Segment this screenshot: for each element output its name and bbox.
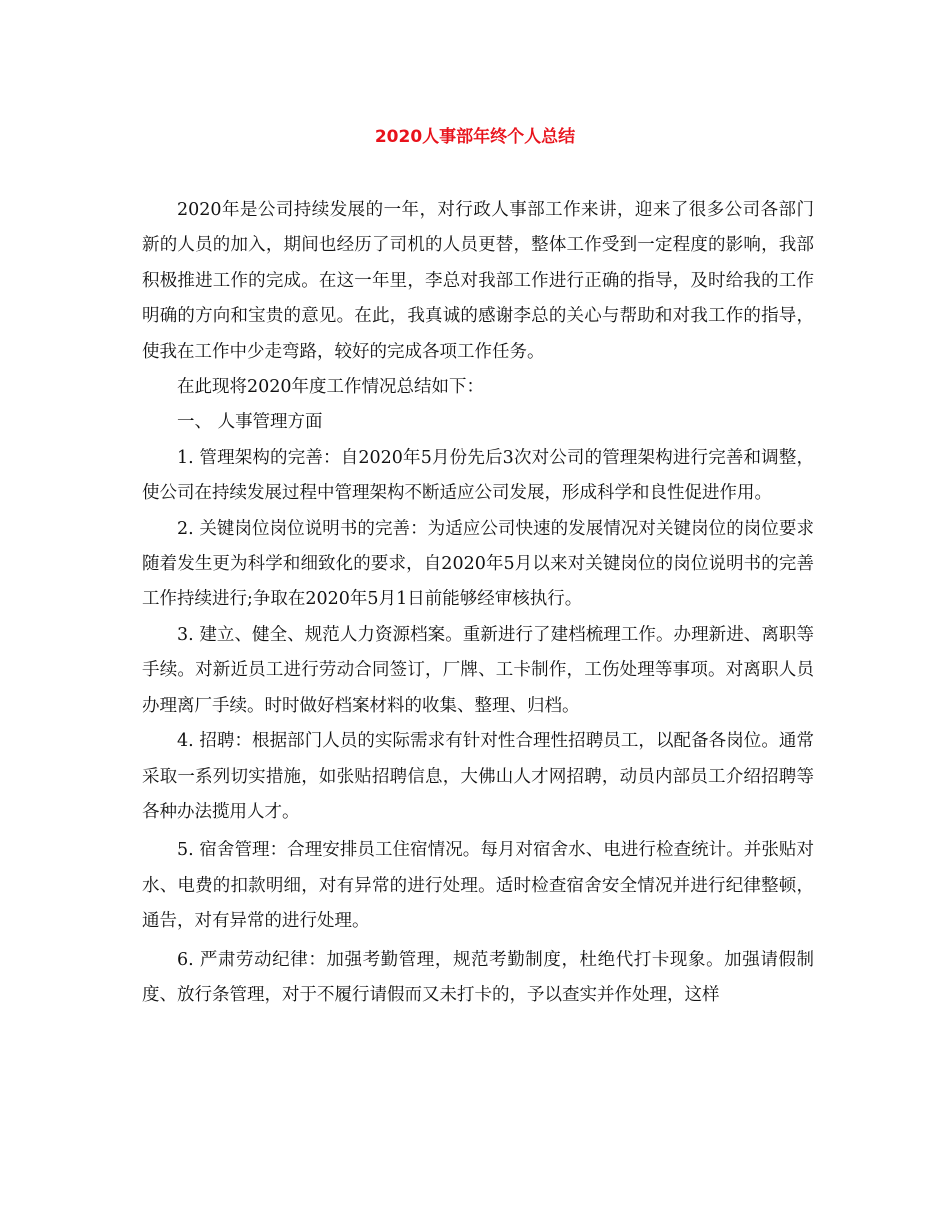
document-title: 2020人事部年终个人总结 bbox=[374, 127, 576, 147]
intro-paragraph: 2020年是公司持续发展的一年，对行政人事部工作来讲，迎来了很多公司各部门新的人员的加入，期间也经历了司机的人员更替，整体工作受到一定程度的影响，我部积极推进工作的完成。在这一年里，李总对我部工作进行正确的指导，及时给我的工作明确的方向和宝贵的意见。在此，我真诚的感谢李总的关心与帮助和对我工作的指导，使我在工作中少走弯路，较好的完成各项工作任务。 bbox=[142, 200, 814, 362]
item-paragraph: 2. 关键岗位岗位说明书的完善：为适应公司快速的发展情况对关键岗位的岗位要求随着发生更为科学和细致化的要求，自2020年5月以来对关键岗位的岗位说明书的完善工作持续进行;争取在2020年5月1日前能够经审核执行。 bbox=[142, 518, 814, 610]
item-paragraph: 6. 严肃劳动纪律：加强考勤管理，规范考勤制度，杜绝代打卡现象。加强请假制度、放行条管理，对于不履行请假而又未打卡的，予以查实并作处理，这样 bbox=[142, 949, 814, 1005]
item-paragraph: 3. 建立、健全、规范人力资源档案。重新进行了建档梳理工作。办理新进、离职等手续。对新近员工进行劳动合同签订，厂牌、工卡制作，工伤处理等事项。对离职人员办理离厂手续。时时做好档案材料的收集、整理、归档。 bbox=[142, 624, 814, 716]
item-paragraph: 5. 宿舍管理：合理安排员工住宿情况。每月对宿舍水、电进行检查统计。并张贴对水、电费的扣款明细，对有异常的进行处理。适时检查宿舍安全情况并进行纪律整顿，通告，对有异常的进行处理。 bbox=[142, 840, 814, 932]
item-paragraph: 1. 管理架构的完善：自2020年5月份先后3次对公司的管理架构进行完善和调整，使公司在持续发展过程中管理架构不断适应公司发展，形成科学和良性促进作用。 bbox=[142, 447, 814, 504]
summary-lead-paragraph: 在此现将2020年度工作情况总结如下： bbox=[177, 377, 485, 398]
section-heading: 一、 人事管理方面 bbox=[177, 412, 323, 433]
item-paragraph: 4. 招聘：根据部门人员的实际需求有针对性合理性招聘员工，以配备各岗位。通常采取一系列切实措施，如张贴招聘信息，大佛山人才网招聘，动员内部员工介绍招聘等各种办法揽用人才。 bbox=[142, 731, 814, 822]
document-body bbox=[142, 193, 814, 1013]
